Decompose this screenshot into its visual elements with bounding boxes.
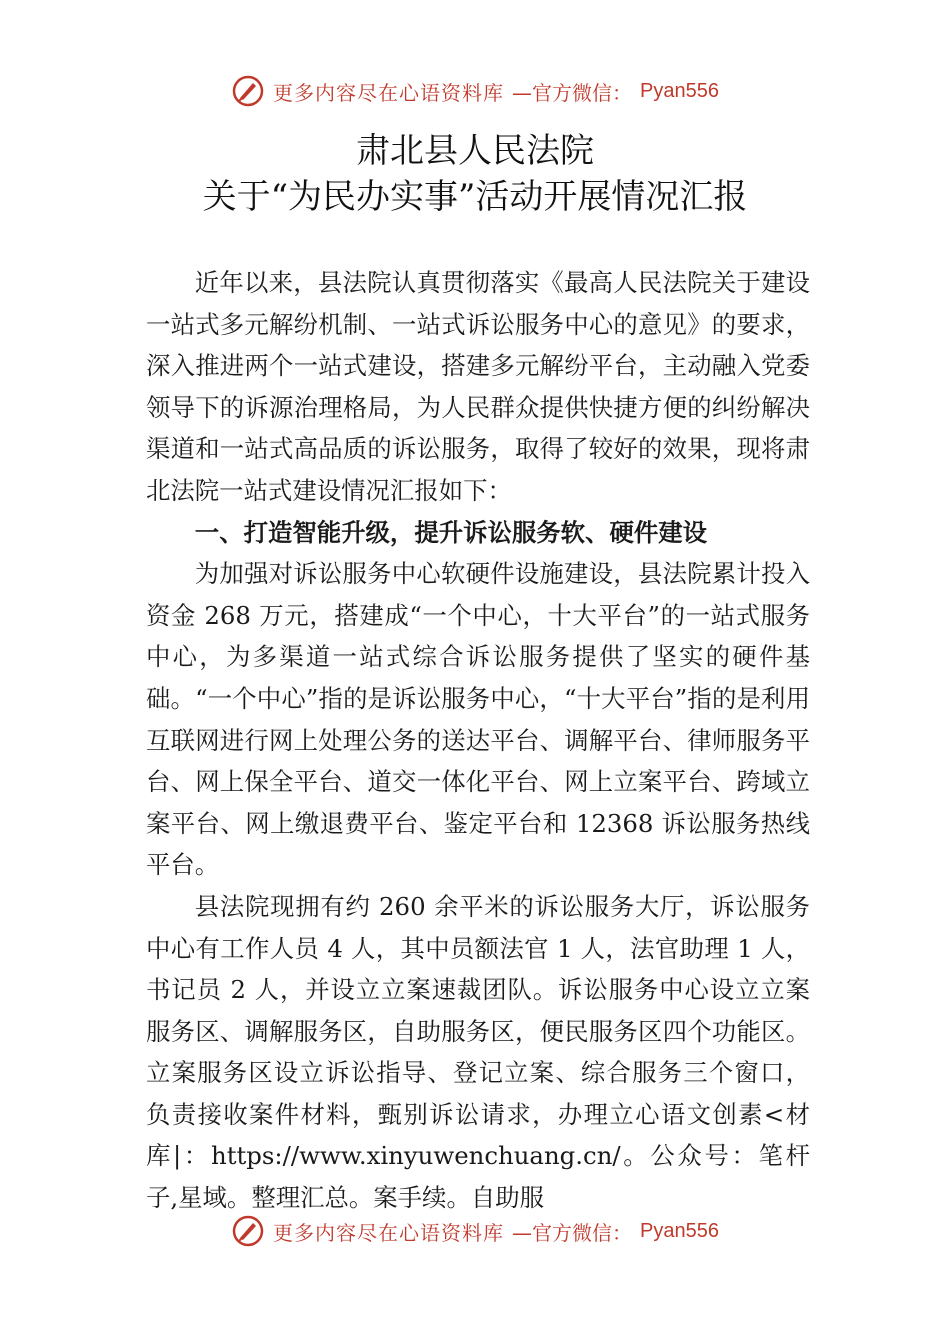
watermark-logo-icon <box>231 74 265 108</box>
watermark-separator: —官方微信： <box>512 80 633 105</box>
watermark-text: 更多内容尽在心语资料库 <box>273 80 505 105</box>
watermark-wechat-id: Pyan556 <box>640 1219 719 1242</box>
watermark-text: 更多内容尽在心语资料库 <box>273 1220 505 1245</box>
watermark-wechat-id: Pyan556 <box>640 79 719 102</box>
watermark-footer <box>0 1214 950 1248</box>
watermark-separator: —官方微信： <box>512 1220 633 1245</box>
watermark-logo-icon <box>231 1214 265 1248</box>
document-title-line2: 关于“为民办实事”活动开展情况汇报 <box>202 177 748 217</box>
paragraph-investment: 为加强对诉讼服务中心软硬件设施建设，县法院累计投入资金 268 万元，搭建成“一个中心，十大平台”的一站式服务中心，为多渠道一站式综合诉讼服务提供了坚实的硬件基础。“一个中心”指的是诉讼服务中心，“十大平台”指的是利用互联网进行网上处理公务的送达平台、调解平台、律师服务平台、网上保全平台、道交一体化平台、网上立案平台、跨域立案平台、网上缴退费平台、鉴定平台和 12368 诉讼服务热线平台。 <box>146 559 810 880</box>
document-title-line1: 肃北县人民法院 <box>356 131 594 171</box>
watermark-header <box>0 74 950 108</box>
section-heading-1: 一、打造智能升级，提升诉讼服务软、硬件建设 <box>194 517 708 547</box>
document-body <box>146 262 810 1219</box>
paragraph-intro: 近年以来，县法院认真贯彻落实《最高人民法院关于建设一站式多元解纷机制、一站式诉讼服务中心的意见》的要求，深入推进两个一站式建设，搭建多元解纷平台，主动融入党委领导下的诉源治理格局，为人民群众提供快捷方便的纠纷解决渠道和一站式高品质的诉讼服务，取得了较好的效果，现将肃北法院一站式建设情况汇报如下： <box>146 268 810 505</box>
paragraph-service-hall: 县法院现拥有约 260 余平米的诉讼服务大厅，诉讼服务中心有工作人员 4 人，其中员额法官 1 人，法官助理 1 人，书记员 2 人，并设立立案速裁团队。诉讼服务中心设立立案服务区、调解服务区，自助服务区，便民服务区四个功能区。立案服务区设立诉讼指导、登记立案、综合服务三个窗口， 负责接收案件材料，甄别诉讼请求，办理立心语文创素<材库|：https://www.xinyuwenchuang.cn/。公众号：笔杆子,星域。整理汇总。案手续。自助服 <box>146 891 810 1213</box>
